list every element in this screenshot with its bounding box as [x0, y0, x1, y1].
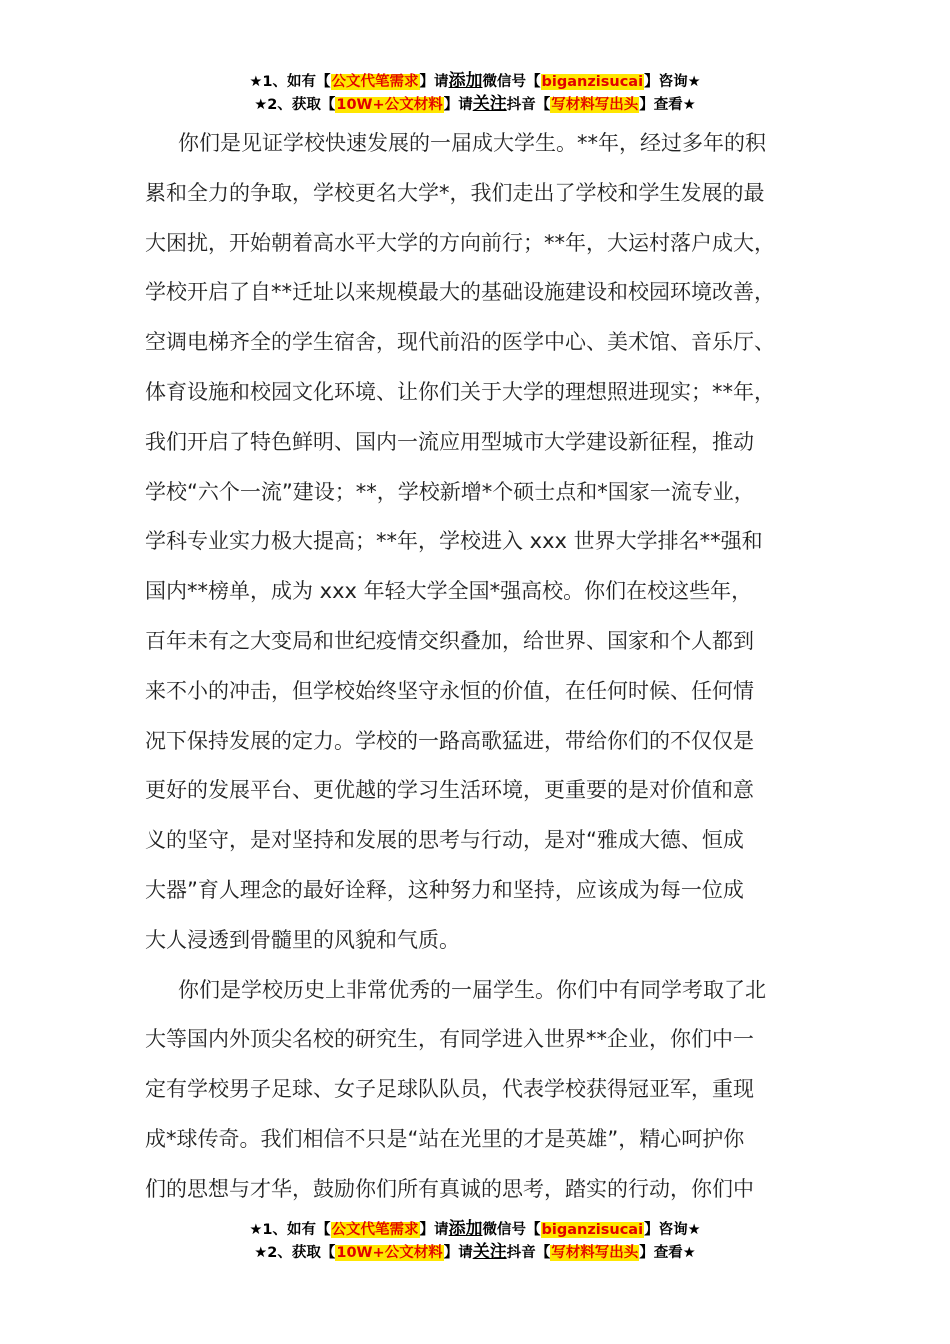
text-line: 成*球传奇。我们相信不只是“站在光里的才是英雄”，精心呵护你	[145, 1126, 745, 1151]
highlight-ghostwriting: 公文代笔需求	[331, 74, 419, 90]
text-line: 大器”育人理念的最好诠释，这种努力和坚持，应该成为每一位成	[145, 877, 744, 902]
text-line: 百年未有之大变局和世纪疫情交织叠加，给世界、国家和个人都到	[145, 628, 754, 653]
text-line: 大困扰，开始朝着高水平大学的方向前行；**年，大运村落户成大，	[145, 230, 775, 255]
banner-line-1: ★1、如有【公文代笔需求】请添加微信号【biganzisucai】咨询★	[249, 1219, 701, 1239]
banner-line-1: ★1、如有【公文代笔需求】请添加微信号【biganzisucai】咨询★	[249, 71, 701, 91]
text-line: 我们开启了特色鲜明、国内一流应用型城市大学建设新征程，推动	[145, 429, 754, 454]
document-body	[145, 119, 810, 1215]
banner-line-2: ★2、获取【10W+公文材料】请关注抖音【写材料写出头】查看★	[254, 1242, 696, 1262]
text-line: 学校开启了自**迁址以来规模最大的基础设施建设和校园环境改善，	[145, 280, 775, 305]
text-line: 义的坚守，是对坚持和发展的思考与行动，是对“雅成大德、恒成	[145, 828, 744, 853]
header-banner	[0, 70, 950, 116]
underlined-add: 添加	[448, 1219, 483, 1239]
text-line: 体育设施和校园文化环境、让你们关于大学的理想照进现实；**年，	[145, 379, 775, 404]
highlight-materials: 10W+公文材料	[336, 97, 443, 113]
text-line: 来不小的冲击，但学校始终坚守永恒的价值，在任何时候、任何情	[145, 678, 754, 703]
highlight-materials: 10W+公文材料	[336, 1245, 443, 1261]
banner-line-2: ★2、获取【10W+公文材料】请关注抖音【写材料写出头】查看★	[254, 94, 696, 114]
text-line: 学科专业实力极大提高；**年，学校进入 xxx 世界大学排名**强和	[145, 529, 763, 554]
underlined-follow: 关注	[472, 94, 507, 114]
text-line: 国内**榜单，成为 xxx 年轻大学全国*强高校。你们在校这些年，	[145, 579, 753, 604]
text-line: 况下保持发展的定力。学校的一路高歌猛进，带给你们的不仅仅是	[145, 728, 754, 753]
text-line: 们的思想与才华，鼓励你们所有真诚的思考，踏实的行动，你们中	[145, 1176, 754, 1201]
text-line: 定有学校男子足球、女子足球队队员，代表学校获得冠亚军，重现	[145, 1077, 754, 1102]
paragraph-1	[145, 119, 810, 966]
highlight-douyin: 写材料写出头	[551, 1245, 639, 1261]
underlined-follow: 关注	[472, 1242, 507, 1262]
text-line: 学校“六个一流”建设；**，学校新增*个硕士点和*国家一流专业，	[145, 479, 755, 504]
text-line: 你们是学校历史上非常优秀的一届学生。你们中有同学考取了北	[178, 977, 766, 1002]
text-line: 你们是见证学校快速发展的一届成大学生。**年，经过多年的积	[178, 131, 766, 155]
highlight-wechat-id: biganzisucai	[541, 1222, 644, 1238]
text-line: 更好的发展平台、更优越的学习生活环境，更重要的是对价值和意	[145, 778, 754, 803]
text-line: 空调电梯齐全的学生宿舍，现代前沿的医学中心、美术馆、音乐厅、	[145, 330, 775, 355]
underlined-add: 添加	[448, 71, 483, 91]
highlight-ghostwriting: 公文代笔需求	[331, 1222, 419, 1238]
highlight-douyin: 写材料写出头	[551, 97, 639, 113]
text-line: 累和全力的争取，学校更名大学*，我们走出了学校和学生发展的最	[145, 180, 765, 205]
paragraph-2	[145, 966, 810, 1215]
text-line: 大人浸透到骨髓里的风貌和气质。	[145, 927, 460, 952]
text-line: 大等国内外顶尖名校的研究生，有同学进入世界**企业，你们中一	[145, 1027, 754, 1052]
highlight-wechat-id: biganzisucai	[541, 74, 644, 90]
footer-banner	[0, 1218, 950, 1264]
